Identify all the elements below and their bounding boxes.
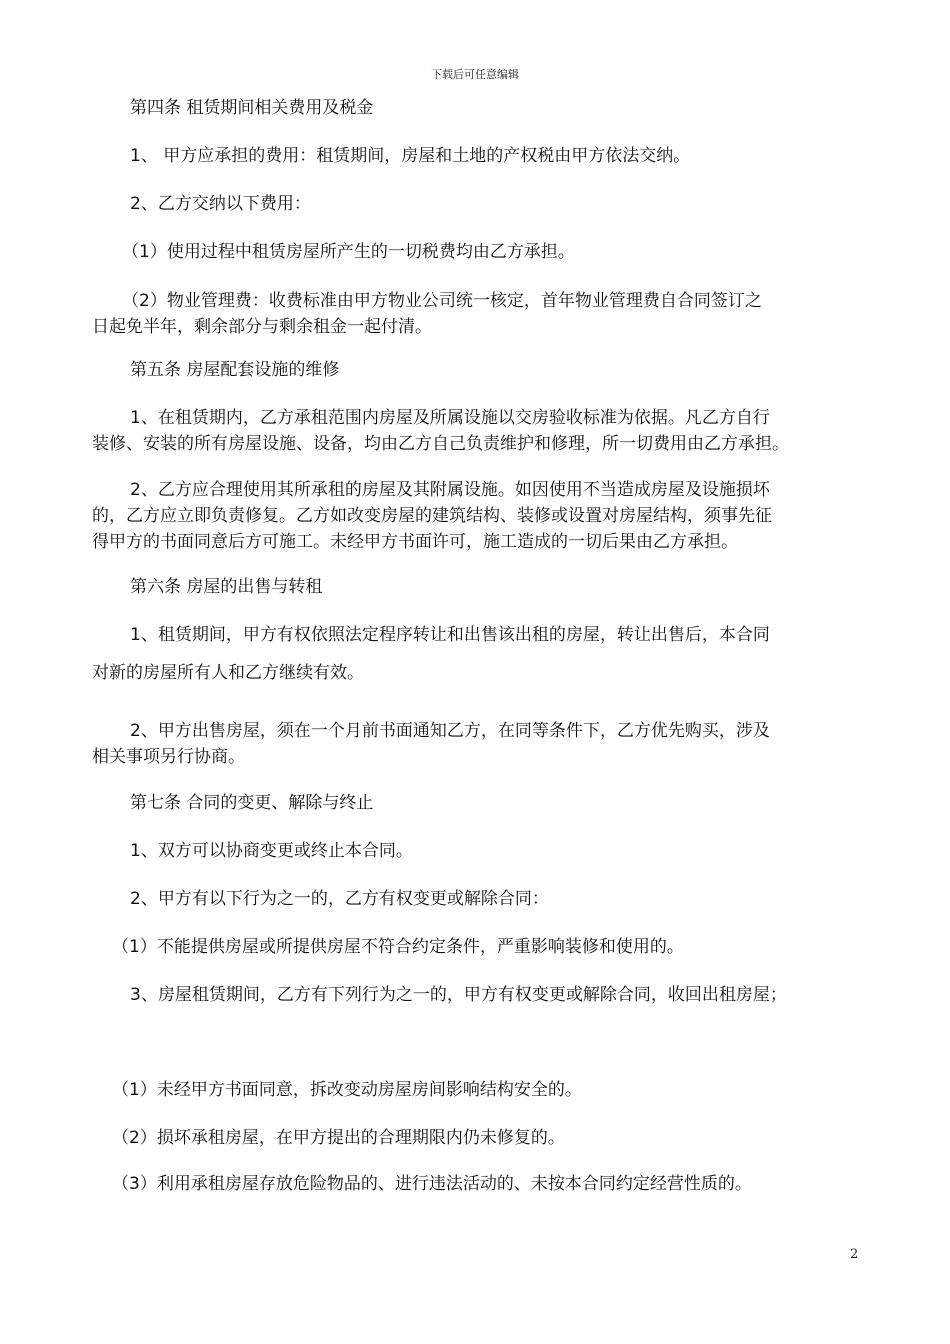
paragraph-line: 第五条 房屋配套设施的维修 — [130, 360, 340, 380]
paragraph-line: 2、乙方应合理使用其所承租的房屋及其附属设施。如因使用不当造成房屋及设施损坏 — [130, 480, 770, 500]
paragraph — [92, 838, 862, 864]
article-heading — [92, 574, 862, 600]
paragraph — [92, 1077, 862, 1103]
paragraph — [92, 1125, 862, 1151]
paragraph-line: 第七条 合同的变更、解除与终止 — [130, 793, 374, 813]
paragraph-line: 2、甲方出售房屋，须在一个月前书面通知乙方，在同等条件下，乙方优先购买，涉及 — [130, 721, 770, 741]
paragraph-line: 相关事项另行协商。 — [92, 747, 245, 767]
paragraph — [92, 718, 862, 770]
paragraph-line: 1、租赁期间，甲方有权依照法定程序转让和出售该出租的房屋，转让出售后，本合同 — [130, 625, 770, 645]
paragraph-line: 3、房屋租赁期间，乙方有下列行为之一的，甲方有权变更或解除合同，收回出租房屋； — [130, 985, 787, 1005]
paragraph — [92, 886, 862, 912]
paragraph — [92, 622, 862, 648]
paragraph-line: （1）未经甲方书面同意，拆改变动房屋房间影响结构安全的。 — [112, 1080, 582, 1100]
paragraph — [92, 934, 862, 960]
paragraph-line: 1、双方可以协商变更或终止本合同。 — [130, 841, 413, 861]
paragraph-line: （1）使用过程中租赁房屋所产生的一切税费均由乙方承担。 — [122, 242, 575, 262]
paragraph — [92, 1171, 862, 1197]
paragraph — [92, 143, 862, 169]
paragraph-line: 1、在租赁期内，乙方承租范围内房屋及所属设施以交房验收标准为依据。凡乙方自行 — [130, 408, 770, 428]
paragraph-line: 的，乙方应立即负责修复。乙方如改变房屋的建筑结构、装修或设置对房屋结构，须事先征 — [92, 506, 772, 526]
paragraph-line: （2）损坏承租房屋，在甲方提出的合理期限内仍未修复的。 — [112, 1128, 565, 1148]
paragraph — [92, 239, 862, 265]
paragraph-line: 第六条 房屋的出售与转租 — [130, 577, 323, 597]
paragraph-line: 第四条 租赁期间相关费用及税金 — [130, 98, 374, 118]
paragraph-line: （3）利用承租房屋存放危险物品的、进行违法活动的、未按本合同约定经营性质的。 — [112, 1174, 752, 1194]
paragraph-line: 1、 甲方应承担的费用：租赁期间，房屋和土地的产权税由甲方依法交纳。 — [130, 146, 691, 166]
paragraph-line: 得甲方的书面同意后方可施工。未经甲方书面许可，施工造成的一切后果由乙方承担。 — [92, 532, 738, 552]
paragraph — [92, 660, 862, 686]
paragraph — [92, 405, 862, 457]
paragraph — [92, 477, 862, 555]
paragraph-line: （2）物业管理费：收费标准由甲方物业公司统一核定，首年物业管理费自合同签订之 — [122, 291, 762, 311]
article-heading — [92, 790, 862, 816]
paragraph — [92, 288, 862, 340]
page-number: 2 — [850, 1247, 859, 1262]
paragraph-line: （1）不能提供房屋或所提供房屋不符合约定条件，严重影响装修和使用的。 — [112, 937, 684, 957]
paragraph-line: 2、甲方有以下行为之一的，乙方有权变更或解除合同： — [130, 889, 549, 909]
paragraph — [92, 191, 862, 217]
article-heading — [92, 357, 862, 383]
paragraph-line: 2、乙方交纳以下费用： — [130, 194, 311, 214]
paragraph-line: 日起免半年，剩余部分与剩余租金一起付清。 — [92, 317, 432, 337]
paragraph — [92, 982, 862, 1008]
paragraph-line: 装修、安装的所有房屋设施、设备，均由乙方自己负责维护和修理，所一切费用由乙方承担。 — [92, 434, 789, 454]
page-header: 下载后可任意编辑 — [431, 68, 519, 81]
paragraph-line: 对新的房屋所有人和乙方继续有效。 — [92, 663, 364, 683]
article-heading — [92, 95, 862, 121]
